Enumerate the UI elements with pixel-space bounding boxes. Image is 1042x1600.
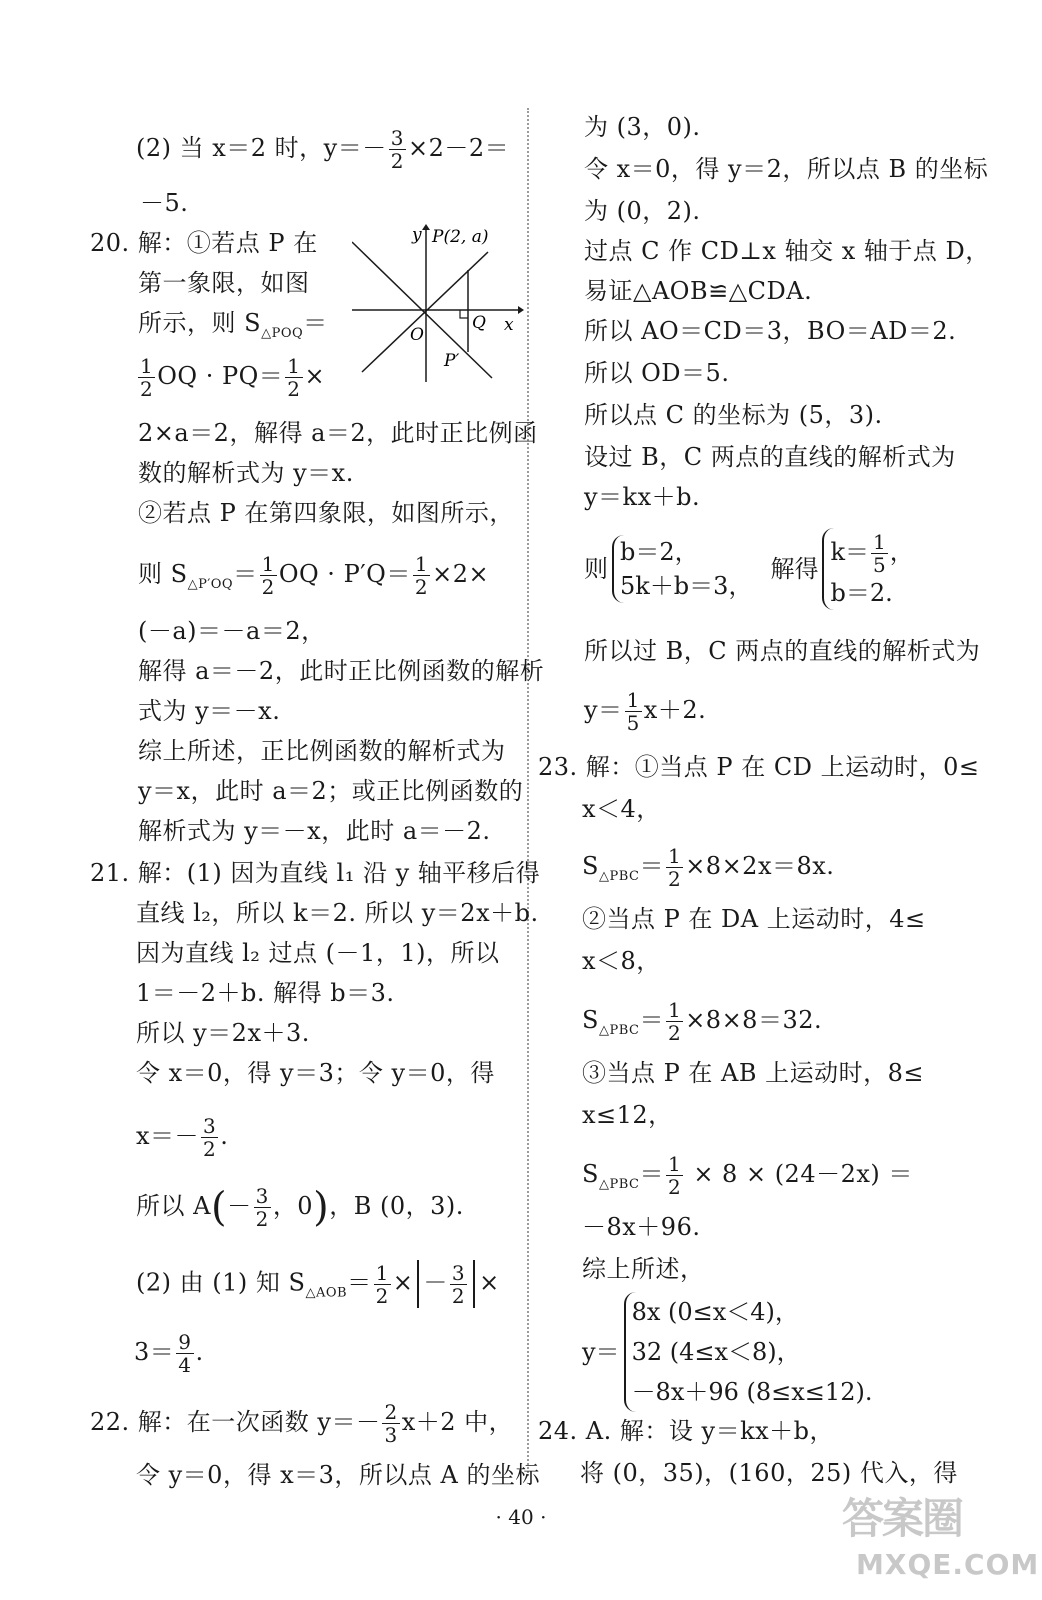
text-line: $S_{\triangle PBC}=$ $\frac{1}{2}$ ×8×2x＝8x. <box>582 844 835 891</box>
text-line: 第一象限，如图 <box>138 269 310 297</box>
x-axis-arrow <box>518 306 524 314</box>
text-line: －8x＋96. <box>582 1213 701 1241</box>
text-line: 令 y＝0，得 x＝3，所以点 A 的坐标 <box>136 1461 540 1489</box>
point-p-prime-label: P′ <box>444 351 460 371</box>
fraction: $\frac{1}{2}$ <box>667 844 682 891</box>
abs-bar <box>417 1260 419 1308</box>
text-line: 综上所述， <box>582 1255 705 1283</box>
text-line: 则 $S_{\triangle P'OQ}=$ $\frac{1}{2}$ OQ · P′Q＝ $\frac{1}{2}$ ×2× <box>138 552 490 599</box>
text-line: y＝x，此时 a＝2；或正比例函数的 <box>138 777 524 805</box>
text-line: 2×a＝2，解得 a＝2，此时正比例函 <box>138 419 538 447</box>
answer-page: (2) 当 x＝2 时，y＝－ $\frac{3}{2}$ ×2－2＝ －5. 20. 解：①若点 P 在 第一象限，如图 所示，则 $S_{\triangle POQ}=$ $\frac{1}{2}$ OQ · PQ＝ $\frac{1}{2}$ × y P(2, a) x O Q P′ 2×a＝2，解得 a＝2，此时正比例函 数的解析式为 y＝x. ②若点 P 在第四象限，如图所示， 则 $S_{\triangle P'OQ}=$ $\frac{1}{2}$ OQ · P′Q＝ $\frac{1}{2}$ ×2× (－a)＝－a＝2， 解得 a＝－2，此时正比例函数的解析 式为 y＝－x. 综上所述，正比例函数的解析式为 y＝x，此时 a＝2；或正比例函数的 解析式为 y＝－x，此时 a＝－2. 21. 解：(1) 因为直线 l₁ 沿 y 轴平移后得 直线 l₂，所以 k＝2. 所以 y＝2x＋b. 因为直线 l₂ 过点 (－1，1)，所以 1＝－2＋b. 解得 b＝3. 所以 y＝2x＋3. 令 x＝0，得 y＝3；令 y＝0，得 x＝－ $\frac{3}{2}$ . 所以 A(－ $\frac{3}{2}$ ，0)，B (0，3). (2) 由 (1) 知 $S_{\triangle AOB}=$ $\frac{1}{2}$ × － $\frac{3}{2}$ × 3＝ $\frac{9}{4}$ . 22. 解：在一次函数 y＝－ $\frac{2}{3}$ x＋2 中， 令 y＝0，得 x＝3，所以点 A 的坐标 为 (3，0). 令 x＝0，得 y＝2，所以点 B 的坐标 为 (0，2). 过点 C 作 CD⊥x 轴交 x 轴于点 D， 易证△AOB≌△CDA. 所以 AO＝CD＝3，BO＝AD＝2. 所以 OD＝5. 所以点 C 的坐标为 (5，3). 设过 B，C 两点的直线的解析式为 y＝kx＋b. 则 b＝2， 5k＋b＝3， 解得 k＝ $\frac{1}{5}$ ， b＝2. 所以过 B，C 两点的直线的解析式为 y＝ $\frac{1}{5}$ x＋2. 23. 解：①当点 P 在 CD 上运动时，0≤ x＜4， $S_{\triangle PBC}=$ $\frac{1}{2}$ ×8×2x＝8x. ②当点 P 在 DA 上运动时，4≤ x＜8， $S_{\triangle PBC}=$ $\frac{1}{2}$ ×8×8＝32. ③当点 P 在 AB 上运动时，8≤ x≤12， $S_{\triangle PBC}=$ $\frac{1}{2}$ × 8 × (24－2x) ＝ －8x＋96. 综上所述， y＝ 8x (0≤x＜4)， 32 (4≤x＜8)， －8x＋96 (8≤x≤12). 24. A. 解：设 y＝kx＋b， 将 (0，35)，(160，25) 代入，得 · 40 · 答案圈 MXQE.COM <box>0 0 1042 1600</box>
text-line: 易证△AOB≌△CDA. <box>584 277 813 305</box>
text-line: 所以过 B，C 两点的直线的解析式为 <box>584 637 981 665</box>
fraction: $\frac{3}{2}$ <box>255 1184 269 1231</box>
fraction: $\frac{1}{2}$ <box>287 354 301 401</box>
text-line: 解得 a＝－2，此时正比例函数的解析 <box>138 657 545 685</box>
fraction: $\frac{1}{5}$ <box>626 688 640 735</box>
text-line: $S_{\triangle PBC}=$ $\frac{1}{2}$ ×8×8＝32. <box>582 998 823 1045</box>
text-line: 令 x＝0，得 y＝2，所以点 B 的坐标 <box>584 155 989 183</box>
text-line: 因为直线 l₂ 过点 (－1，1)，所以 <box>136 939 500 967</box>
text-line: x＝－ $\frac{3}{2}$ . <box>136 1114 229 1161</box>
text-line: y＝ $\frac{1}{5}$ x＋2. <box>584 688 707 735</box>
text-line: 3＝ $\frac{9}{4}$ . <box>134 1330 204 1377</box>
text-line: 设过 B，C 两点的直线的解析式为 <box>584 443 956 471</box>
piecewise-function: y＝ 8x (0≤x＜4)， 32 (4≤x＜8)， －8x＋96 (8≤x≤12). <box>582 1292 876 1412</box>
text-line: 式为 y＝－x. <box>138 697 281 725</box>
y-axis-arrow <box>422 224 430 230</box>
fraction: $\frac{3}{2}$ <box>390 126 404 173</box>
text-line: x≤12， <box>582 1101 673 1129</box>
text-line: 令 x＝0，得 y＝3；令 y＝0，得 <box>136 1059 495 1087</box>
fraction: $\frac{3}{2}$ <box>203 1114 217 1161</box>
text-line: 所以 AO＝CD＝3，BO＝AD＝2. <box>584 317 957 345</box>
q24-heading: 24. A. 解：设 y＝kx＋b， <box>538 1417 835 1445</box>
fraction: $\frac{1}{2}$ <box>667 1152 682 1199</box>
q22-heading: 22. 解：在一次函数 y＝－ $\frac{2}{3}$ x＋2 中， <box>90 1400 514 1447</box>
page-number: · 40 · <box>495 1505 547 1529</box>
text-line: 直线 l₂，所以 k＝2. 所以 y＝2x＋b. <box>136 899 539 927</box>
fraction: $\frac{1}{2}$ <box>414 552 429 599</box>
right-angle-mark <box>460 310 468 318</box>
text-line: 所以 y＝2x＋3. <box>136 1019 310 1047</box>
system-brace-1: b＝2， 5k＋b＝3， <box>612 535 752 603</box>
fraction: $\frac{1}{2}$ <box>667 998 682 1045</box>
point-q-label: Q <box>472 313 486 333</box>
text-line: $S_{\triangle PBC}=$ $\frac{1}{2}$ × 8 × (24－2x) ＝ <box>582 1152 913 1199</box>
text-line: ②若点 P 在第四象限，如图所示， <box>138 499 514 527</box>
y-axis-label: y <box>412 225 422 245</box>
q19-part2-line: (2) 当 x＝2 时，y＝－ $\frac{3}{2}$ ×2－2＝ <box>136 126 510 173</box>
text-line: ②当点 P 在 DA 上运动时，4≤ <box>582 905 926 933</box>
text-line: 所以 A(－ $\frac{3}{2}$ ，0)，B (0，3). <box>136 1184 464 1231</box>
q23-heading: 23. 解：①当点 P 在 CD 上运动时，0≤ <box>538 753 980 781</box>
fraction: $\frac{1}{2}$ <box>140 354 154 401</box>
text-line: $\frac{1}{2}$ OQ · PQ＝ $\frac{1}{2}$ × <box>140 354 326 401</box>
fraction: $\frac{3}{2}$ <box>451 1260 466 1308</box>
fraction: $\frac{9}{4}$ <box>178 1330 192 1377</box>
text-line: 为 (3，0). <box>584 113 701 141</box>
fraction: $\frac{1}{2}$ <box>375 1260 389 1308</box>
fraction: $\frac{1}{2}$ <box>261 552 275 599</box>
q20-heading: 20. 解：①若点 P 在 <box>90 229 318 257</box>
x-axis-label: x <box>504 315 514 335</box>
text-line: 综上所述，正比例函数的解析式为 <box>138 737 506 765</box>
text-line: x＜4， <box>582 795 661 823</box>
text-line: 所示，则 $S_{\triangle POQ}=$ <box>138 309 328 341</box>
q21-heading: 21. 解：(1) 因为直线 l₁ 沿 y 轴平移后得 <box>90 859 541 887</box>
system-brace-2: k＝ $\frac{1}{5}$ ， b＝2. <box>822 528 913 610</box>
abs-bar <box>473 1260 475 1308</box>
text-line: (－a)＝－a＝2， <box>138 617 326 645</box>
text-line: x＜8， <box>582 947 661 975</box>
equation-system-line: 则 b＝2， 5k＋b＝3， 解得 k＝ $\frac{1}{5}$ ， b＝2. <box>584 528 918 610</box>
text-line: 解析式为 y＝－x，此时 a＝－2. <box>138 817 491 845</box>
text-line: 所以 OD＝5. <box>584 359 730 387</box>
coordinate-graph <box>352 222 524 386</box>
text-line: 所以点 C 的坐标为 (5，3). <box>584 401 883 429</box>
text-line: 过点 C 作 CD⊥x 轴交 x 轴于点 D， <box>584 237 990 265</box>
text-line: y＝kx＋b. <box>584 483 701 511</box>
text-line: 将 (0，35)，(160，25) 代入，得 <box>580 1459 958 1487</box>
text-line: 数的解析式为 y＝x. <box>138 459 354 487</box>
column-divider <box>527 108 529 1476</box>
text-line: ③当点 P 在 AB 上运动时，8≤ <box>582 1059 925 1087</box>
text-line: 1＝－2＋b. 解得 b＝3. <box>136 979 395 1007</box>
text-line: 为 (0，2). <box>584 197 701 225</box>
fraction: $\frac{1}{5}$ <box>873 530 886 577</box>
fraction: $\frac{2}{3}$ <box>384 1400 398 1447</box>
origin-label: O <box>410 325 424 345</box>
point-p-label: P(2, a) <box>432 227 489 247</box>
piecewise-brace: 8x (0≤x＜4)， 32 (4≤x＜8)， －8x＋96 (8≤x≤12). <box>624 1292 873 1412</box>
text-line: －5. <box>140 189 189 217</box>
text-line: (2) 由 (1) 知 $S_{\triangle AOB}=$ $\frac{1}{2}$ × － $\frac{3}{2}$ × <box>136 1260 500 1308</box>
